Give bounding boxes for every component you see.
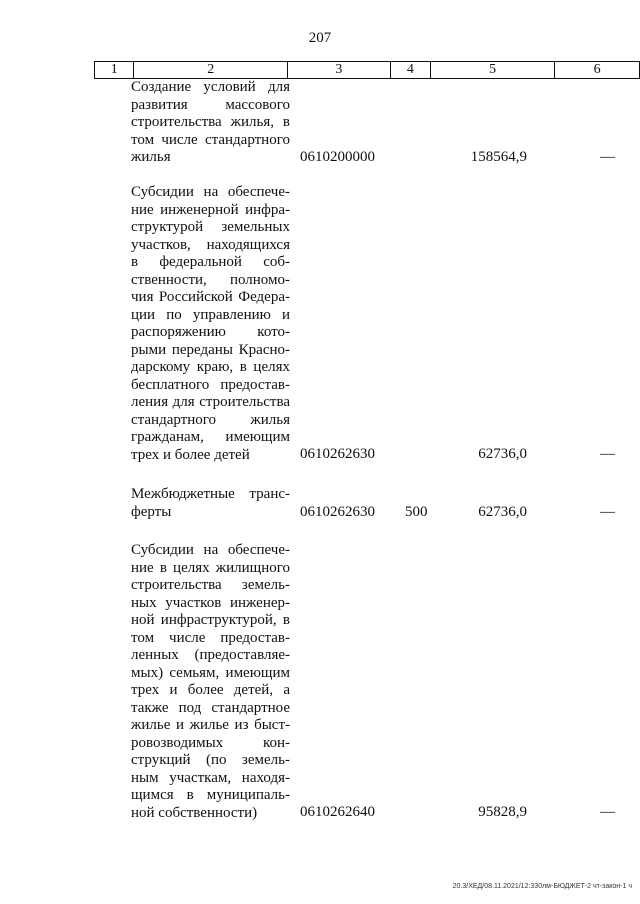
row-type: 500 bbox=[405, 504, 428, 520]
row-description bbox=[131, 184, 290, 464]
description-line: рыми переданы Красно- bbox=[131, 341, 290, 358]
description-line: дарскому краю, в целях bbox=[131, 359, 290, 375]
row-description bbox=[131, 79, 290, 167]
description-line: ных участков инженер- bbox=[131, 594, 290, 611]
row-amount: 62736,0 bbox=[478, 504, 527, 520]
column-header-5: 5 bbox=[431, 62, 555, 79]
description-line: ной инфраструктурой, в bbox=[131, 612, 290, 628]
description-line: гражданам, имеющим bbox=[131, 429, 290, 445]
description-line: ние инженерной инфра- bbox=[131, 201, 290, 218]
description-line: ным участкам, находя- bbox=[131, 769, 290, 786]
description-line: бесплатного предостав- bbox=[131, 376, 290, 393]
description-line: также под стандартное bbox=[131, 699, 290, 716]
row-description bbox=[131, 542, 290, 822]
row-amount: 158564,9 bbox=[470, 149, 527, 165]
description-line: струкций (по земель- bbox=[131, 752, 290, 768]
description-line: структурой земельных bbox=[131, 219, 290, 235]
description-line: жилья bbox=[131, 149, 171, 165]
description-line: ственности, полномо- bbox=[131, 271, 290, 288]
description-line: строительства земель- bbox=[131, 577, 290, 593]
column-header-3: 3 bbox=[288, 62, 390, 79]
column-header-2: 2 bbox=[134, 62, 288, 79]
description-line: ние в целях жилищного bbox=[131, 559, 290, 576]
row-col6: — bbox=[600, 149, 615, 165]
description-line: трех и более детей bbox=[131, 446, 250, 463]
description-line: ленных (предоставляе- bbox=[131, 647, 290, 663]
description-line: трех и более детей, а bbox=[131, 682, 290, 698]
row-code: 0610200000 bbox=[300, 149, 375, 165]
description-line: ной собственности) bbox=[131, 804, 258, 821]
description-line: участков, находящихся bbox=[131, 236, 290, 253]
description-line: ферты bbox=[131, 503, 172, 520]
row-col6: — bbox=[600, 504, 615, 520]
column-header-1: 1 bbox=[95, 62, 134, 79]
description-line: ления для строительства bbox=[131, 394, 290, 410]
description-line: Субсидии на обеспече- bbox=[131, 184, 290, 200]
column-header-6: 6 bbox=[555, 62, 640, 79]
description-line: стандартного жилья bbox=[131, 411, 290, 428]
description-line: щимся в муниципаль- bbox=[131, 787, 290, 803]
description-line: мых) семьям, имеющим bbox=[131, 664, 290, 681]
description-line: развития массового bbox=[131, 96, 290, 113]
description-line: чия Российской Федера- bbox=[131, 289, 290, 305]
description-line: распоряжению кото- bbox=[131, 324, 290, 340]
description-line: Межбюджетные транс- bbox=[131, 486, 290, 502]
description-line: Субсидии на обеспече- bbox=[131, 542, 290, 558]
column-number-header bbox=[94, 61, 640, 79]
description-line: ции по управлению и bbox=[131, 306, 290, 323]
row-code: 0610262640 bbox=[300, 804, 375, 820]
description-line: в федеральной соб- bbox=[131, 254, 290, 270]
description-line: том числе стандартного bbox=[131, 131, 290, 148]
row-amount: 62736,0 bbox=[478, 446, 527, 462]
row-col6: — bbox=[600, 446, 615, 462]
description-line: жилье и жилье из быст- bbox=[131, 717, 290, 733]
document-reference: 20.3/ХЕД/08.11.2021/12:330лм-БЮДЖЕТ-2 чт-закон-1 ч bbox=[452, 883, 632, 890]
description-line: ровозводимых кон- bbox=[131, 734, 290, 751]
column-header-4: 4 bbox=[390, 62, 430, 79]
row-amount: 95828,9 bbox=[478, 804, 527, 820]
row-code: 0610262630 bbox=[300, 446, 375, 462]
description-line: строительства жилья, в bbox=[131, 114, 290, 130]
page-number: 207 bbox=[308, 30, 332, 46]
row-code: 0610262630 bbox=[300, 504, 375, 520]
description-line: Создание условий для bbox=[131, 79, 290, 95]
description-line: том числе предостав- bbox=[131, 629, 290, 646]
row-description bbox=[131, 486, 290, 521]
row-col6: — bbox=[600, 804, 615, 820]
